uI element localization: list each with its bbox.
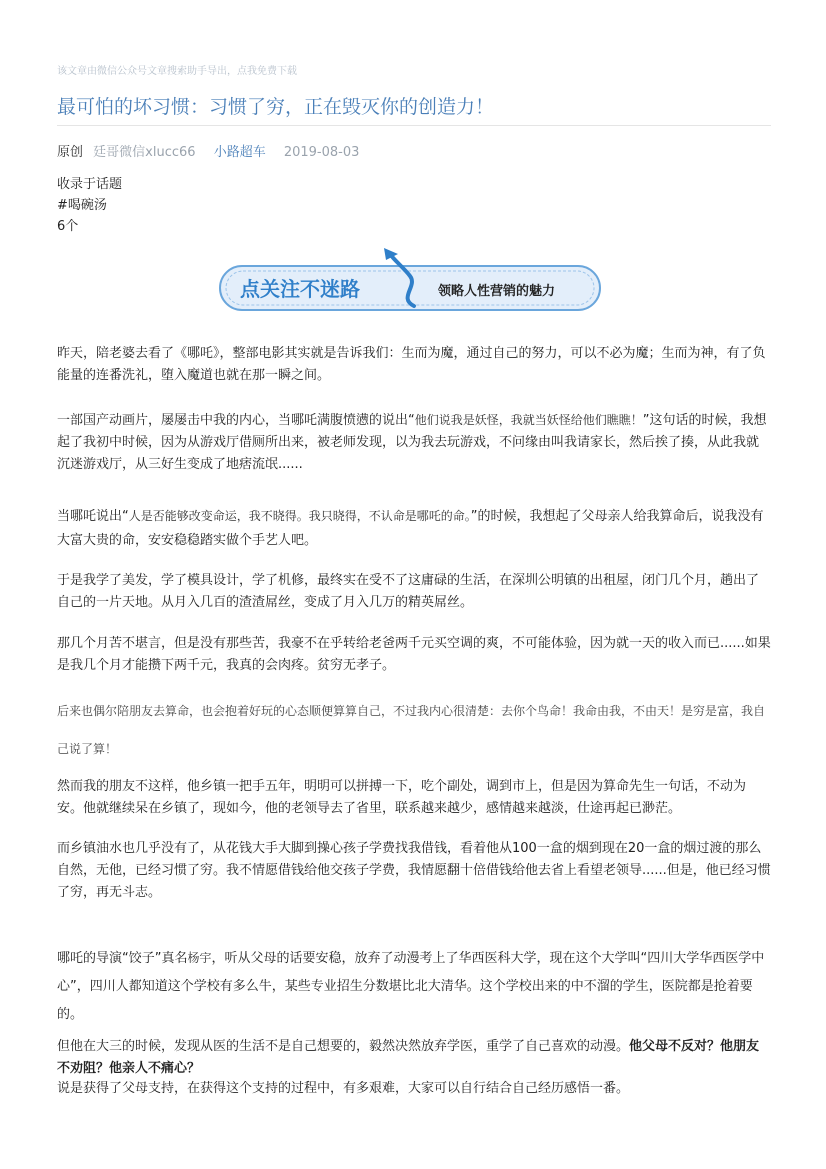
topic-info	[57, 174, 122, 237]
paragraph-3-quote: 人是否能够改变命运，我不晓得。我只晓得，不认命是哪吒的命。	[128, 509, 471, 523]
paragraph-3-text-b: ”的时候，我想起了父母亲人给我算命后，说我没有大富大贵的命，安安稳稳踏实做个手艺人吧。	[57, 509, 764, 548]
paragraph-10-text: 但他在大三的时候，发现从医的生活不是自己想要的，毅然决然放弃学医，重学了自己喜欢的动漫。	[57, 1039, 630, 1054]
author-name: 廷哥微信xlucc66	[93, 145, 196, 160]
original-label: 原创	[57, 145, 84, 160]
paragraph-9	[57, 944, 771, 1029]
topic-count: 6个	[57, 219, 79, 234]
paragraph-10-bold: 他父母不反对？他朋友不劝阻？他亲人不痛心？	[57, 1039, 760, 1076]
article-meta	[57, 141, 359, 160]
topic-label: 收录于话题	[57, 177, 123, 192]
paragraph-2-text-a: 一部国产动画片，屡屡击中我的内心，当哪吒满腹愤懑的说出“	[57, 413, 415, 428]
paragraph-8: 而乡镇油水也几乎没有了，从花钱大手大脚到操心孩子学费找我借钱，看着他从100一盒的烟到现在20一盒的烟过渡的那么自然，无他，已经习惯了穷。我不情愿借钱给他交孩子学费，我情愿翻十倍借钱给他去省上看望老领导......但是，他已经习惯了穷，再无斗志。	[57, 841, 771, 900]
export-notice-link[interactable]: 该文章由微信公众号文章搜索助手导出，点我免费下载	[57, 66, 297, 77]
paragraph-7: 然而我的朋友不这样，他乡镇一把手五年，明明可以拼搏一下，吃个副处，调到市上，但是因为算命先生一句话，不动为安。他就继续呆在乡镇了，现如今，他的老领导去了省里，联系越来越少，感情越来越淡，仕途再起已渺茫。	[57, 779, 747, 816]
banner-main-text: 点关注不迷路	[240, 277, 360, 301]
article-title: 最可怕的坏习惯：习惯了穷，正在毁灭你的创造力！	[57, 96, 495, 118]
paragraph-2-text-b: ”这句话的时候，我想起了我初中时候，因为从游戏厅借厕所出来，被老师发现，以为我去玩游戏，不问缘由叫我请家长，然后挨了揍，从此我就沉迷游戏厅，从三好生变成了地痞流氓......	[57, 413, 767, 472]
banner-sub-text: 领略人性营销的魅力	[438, 284, 556, 299]
paragraph-5: 那几个月苦不堪言，但是没有那些苦，我豪不在乎转给老爸两千元买空调的爽，不可能体验，因为就一天的收入而已......如果是我几个月才能攒下两千元，我真的会肉疼。贫穷无孝子。	[57, 636, 771, 673]
paragraph-1: 昨天，陪老婆去看了《哪吒》，整部电影其实就是告诉我们：生而为魔，通过自己的努力，可以不必为魔；生而为神，有了负能量的连番洗礼，堕入魔道也就在那一瞬之间。	[57, 346, 766, 383]
account-link[interactable]: 小路超车	[213, 145, 266, 160]
title-divider	[57, 125, 771, 126]
paragraph-3	[57, 504, 771, 553]
paragraph-4: 于是我学了美发，学了模具设计，学了机修，最终实在受不了这庸碌的生活，在深圳公明镇的出租屋，闭门几个月，趟出了自己的一片天地。从月入几百的渣渣屌丝，变成了月入几万的精英屌丝。	[57, 573, 760, 610]
publish-date: 2019-08-03	[283, 145, 360, 160]
paragraph-2-quote: 他们说我是妖怪，我就当妖怪给他们瞧瞧！	[414, 413, 643, 427]
paragraph-9-text-b: ，听从父母的话要安稳，放弃了动漫考上了华西医科大学，现在这个大学叫“四川大学华西医学中心”，四川人都知道这个学校有多么牛，某些专业招生分数堪比北大清华。这个学校出来的中不溜的学生，医院都是抢着要的。	[57, 951, 765, 1022]
paragraph-9-name: 杨宇	[187, 951, 212, 965]
paragraph-11: 说是获得了父母支持，在获得这个支持的过程中，有多艰难，大家可以自行结合自己经历感悟一番。	[57, 1081, 630, 1096]
paragraph-3-text-a: 当哪吒说出“	[57, 509, 129, 524]
follow-banner	[218, 246, 602, 314]
paragraph-6: 后来也偶尔陪朋友去算命，也会抱着好玩的心态顺便算算自己，不过我内心很清楚：去你个鸟命！我命由我，不由天！是穷是富，我自己说了算！	[57, 704, 766, 756]
paragraph-2	[57, 409, 771, 476]
topic-tag-link[interactable]: #喝碗汤	[57, 198, 107, 213]
paragraph-9-text-a: 哪吒的导演“饺子”真名	[57, 951, 188, 966]
paragraph-10	[57, 1036, 771, 1080]
